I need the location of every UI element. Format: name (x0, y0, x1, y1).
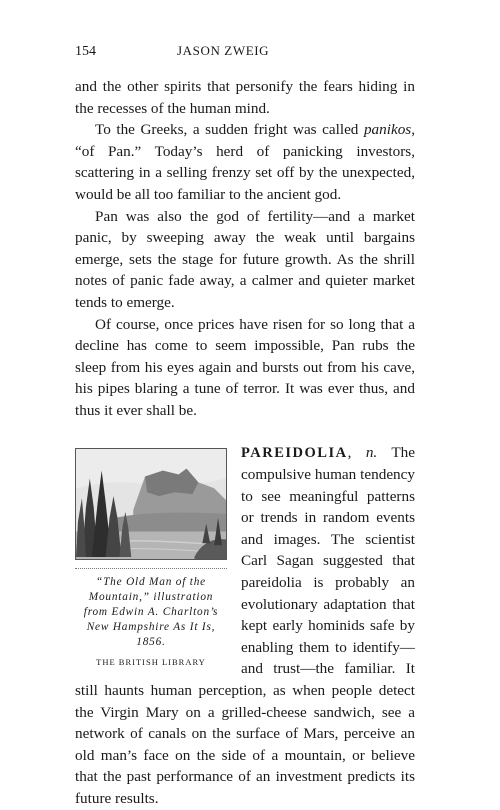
caption-divider (75, 568, 227, 569)
entry-headword: PAREIDOLIA (241, 444, 348, 461)
entry-definition: The compulsive human tendency to see meaningful patterns or trends in random events and images. The scientist Carl Sagan suggested that pareidolia is probably an evolutionary adaptation that kept early hominids safe by enabling them to identify—and trust—the familiar. It still haunts human perception, as when people detect the Virgin Mary on a grilled-cheese sandwich, see a network of canals on the surface of Mars, perceive an old man’s face on the side of a mountain, or believe that the past performance of an investment predicts its future results. (75, 443, 415, 807)
paragraph-text: , “of Pan.” Today’s herd of panicking investors, scattering in a selling frenzy set off by the unexpected, would be all too familiar to the ancient god. (75, 121, 415, 203)
page-number: 154 (75, 44, 96, 59)
part-of-speech: n. (365, 443, 378, 461)
paragraph-fertility: Pan was also the god of fertility—and a market panic, by sweeping away the weak until bargains emerge, sets the stage for future growth. As the shrill notes of panic fade away, a calmer and quieter market tends to emerge. (75, 207, 415, 311)
book-page (75, 40, 415, 810)
dictionary-entry-pareidolia (75, 442, 415, 810)
entry-text: PAREIDOLIA, n. The compulsive human tendency to see meaningful patterns or trends in random events and images. The scientist Carl Sagan suggested that pareidolia is probably an evolutionary adaptation that kept early hominids safe by enabling them to identify—and trust—the familiar. It still haunts human perception, as when people detect the Virgin Mary on a grilled-cheese sandwich, see a network of canals on the surface of Mars, perceive an old man’s face on the side of a mountain, or believe that the past performance of an investment predicts its future results. (75, 443, 415, 807)
mountain-illustration (75, 448, 227, 560)
paragraph-panikos (75, 119, 415, 205)
paragraph-text: To the Greeks, a sudden fright was called (95, 121, 364, 139)
running-head-author: JASON ZWEIG (177, 43, 270, 58)
paragraph-continued: and the other spirits that personify the fears hiding in the recesses of the human mind. (75, 78, 415, 117)
figure-credit: THE BRITISH LIBRARY (96, 656, 206, 667)
running-head (75, 40, 415, 62)
figure-caption: “The Old Man of the Mountain,” illustration from Edwin A. Charlton’s New Hampshire As It Is, 1856. (83, 575, 219, 648)
figure-old-man-of-the-mountain (75, 448, 227, 674)
paragraph-decline: Of course, once prices have risen for so long that a decline has come to seem impossible, Pan rubs the sleep from his eyes again and bursts out from his cave, his pipes blaring a tune of terror. It was ever thus, and thus it ever shall be. (75, 315, 415, 419)
greek-term: panikos (363, 121, 412, 139)
